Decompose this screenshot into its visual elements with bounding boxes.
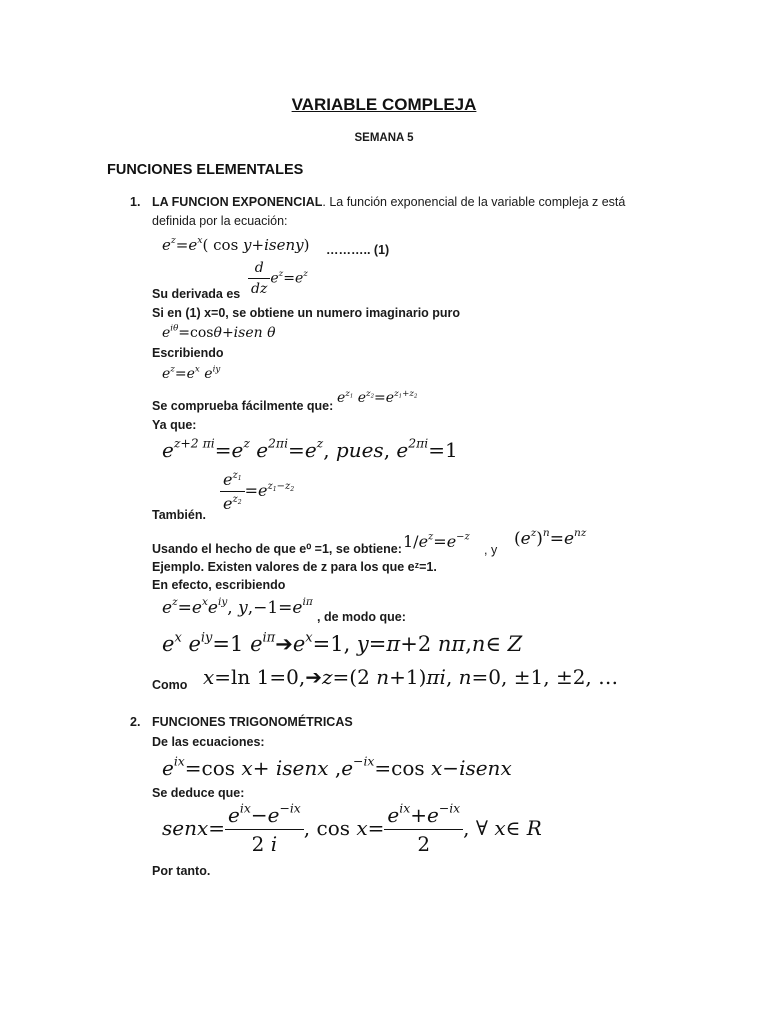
de-label: De las ecuaciones: <box>152 735 265 749</box>
derivative-label: Su derivada es <box>152 287 241 301</box>
eq-power: $(e^z)^n=e^{nz}$ <box>514 527 587 549</box>
eq-sin-cos: senx= $\frac{e^{ix}-e^{-ix}}{2 i}$ , cos x= $\frac{e^{ix}+e^{-ix}}{2}$ , ∀ x∈ R <box>162 800 542 856</box>
modo-label: , de modo que: <box>317 610 406 624</box>
efecto-line: En efecto, escribiendo <box>152 578 286 592</box>
item-2-number: 2. <box>130 715 141 729</box>
tambien-label: También. <box>152 508 206 522</box>
eq-exponential-definition: $e^z=e^x$( cos y+iseny) <box>162 235 310 254</box>
eq-solution: $e^x$ $e^{iy}=1$ $e^{i\pi}➔e^x=1$, y=π+2 nπ,n∈ Z <box>162 630 523 656</box>
week-label: SEMANA 5 <box>354 132 414 144</box>
eq-roots: x=ln 1=0,➔z=(2 n+1)πi, n=0, ±1, ±2, … <box>203 665 619 689</box>
eq-periodicity: $e^{z+2 \pi i}=e^z$ $e^{2\pi i}=e^z$, pues, $e^{2\pi i}=1$ <box>162 435 458 462</box>
como-label: Como <box>152 678 188 692</box>
deduce-label: Se deduce que: <box>152 786 245 800</box>
eq-1-reference: ……….. (1) <box>326 243 390 257</box>
section-heading: FUNCIONES ELEMENTALES <box>107 162 304 178</box>
item-1-heading: LA FUNCION EXPONENCIAL <box>152 195 323 209</box>
ejemplo-line: Ejemplo. Existen valores de z para los que eᶻ=1. <box>152 560 437 574</box>
eq-reciprocal: $1/e^z=e^{-z}$ <box>403 531 470 551</box>
item-1-intro <box>152 195 625 209</box>
item-1-intro-line2: definida por la ecuación: <box>152 214 288 228</box>
x0-line: Si en (1) x=0, se obtiene un numero imaginario puro <box>152 306 461 320</box>
eq-euler: $e^{i\theta}=\cos\theta+isen$ θ <box>162 323 276 341</box>
page-title: VARIABLE COMPLEJA <box>291 95 477 114</box>
eq-example-writing: $e^z=e^xe^{iy}$, $y,-1=e^{i\pi}$ <box>162 596 313 618</box>
usando-label: Usando el hecho de que e⁰ =1, se obtiene: <box>152 542 402 556</box>
eq-trig-exponentials: $e^{ix}=\cos$ x+ isenx $,e^{-ix}=\cos$ x−isenx <box>162 753 512 780</box>
eq-derivative: $\frac{d}{dz}$ $e^z=e^z$ <box>248 260 308 297</box>
writing-label: Escribiendo <box>152 346 224 360</box>
yaque-label: Ya que: <box>152 418 197 432</box>
y-separator: , y <box>484 543 498 557</box>
item-1-number: 1. <box>130 195 141 209</box>
item-2-heading: FUNCIONES TRIGONOMÉTRICAS <box>152 715 353 729</box>
eq-quotient: $\frac{e^{z_1}}{e^{z_2}}$ $=e^{z_1-z_2}$ <box>220 470 294 513</box>
item-1-intro-text: . La función exponencial de la variable compleja z está <box>322 195 626 209</box>
eq-product-rule: $e^{z_1}$ $e^{z_2}=e^{z_1+z_2}$ <box>337 388 418 406</box>
portanto-label: Por tanto. <box>152 864 211 878</box>
eq-split: $e^z=e^x$ $e^{iy}$ <box>162 364 221 382</box>
check-label: Se comprueba fácilmente que: <box>152 399 334 413</box>
